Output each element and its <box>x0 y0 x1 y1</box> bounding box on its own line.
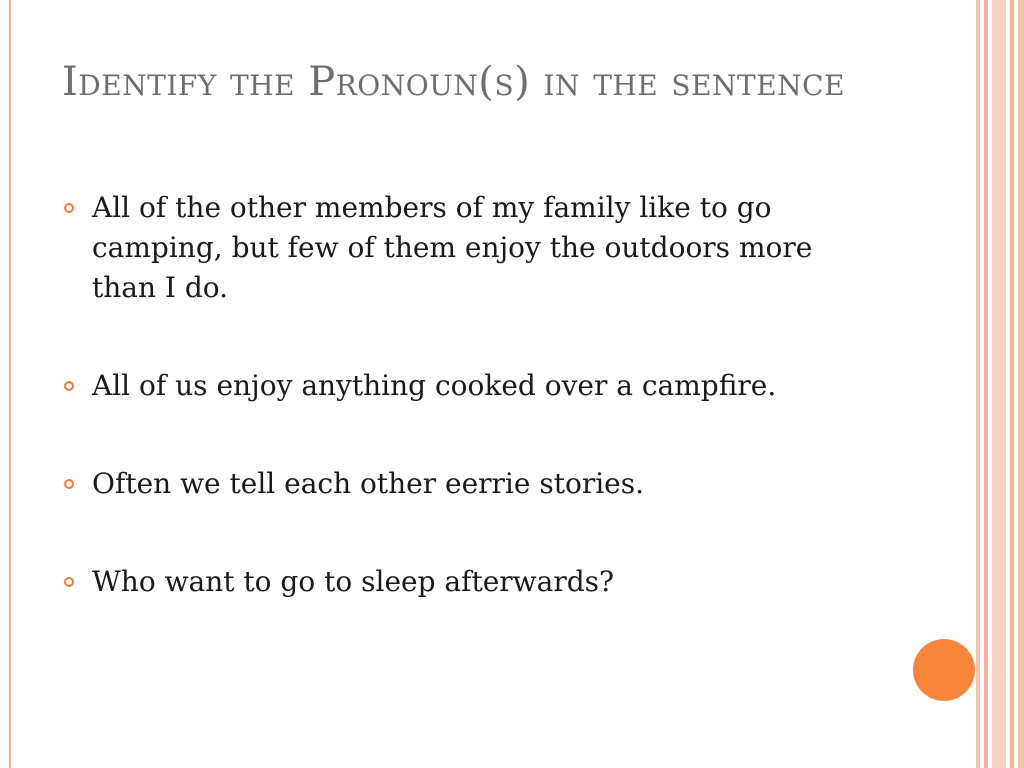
bullet-text: Often we tell each other eerrie stories. <box>92 467 645 500</box>
bullet-item <box>64 464 884 504</box>
bullet-list <box>64 188 884 660</box>
bullet-text: All of us enjoy anything cooked over a campfire. <box>92 369 777 402</box>
right-decorative-stripes <box>976 0 1024 768</box>
bullet-item <box>64 366 884 406</box>
bullet-item <box>64 562 884 602</box>
hollow-circle-bullet-icon <box>64 381 74 391</box>
slide-title: Identify the Pronoun(s) in the sentence <box>62 59 846 105</box>
left-border-line <box>9 0 11 768</box>
stripe <box>1018 0 1024 768</box>
bullet-text: Who want to go to sleep afterwards? <box>92 565 615 598</box>
bullet-text: All of the other members of my family like to go camping, but few of them enjoy the outdoors more than I do. <box>92 191 813 304</box>
stripe <box>992 0 1006 768</box>
stripe <box>976 0 980 768</box>
stripe <box>1010 0 1014 768</box>
hollow-circle-bullet-icon <box>64 577 74 587</box>
hollow-circle-bullet-icon <box>64 203 74 213</box>
bullet-item <box>64 188 884 308</box>
orange-circle-icon <box>913 639 975 701</box>
hollow-circle-bullet-icon <box>64 479 74 489</box>
stripe <box>984 0 988 768</box>
